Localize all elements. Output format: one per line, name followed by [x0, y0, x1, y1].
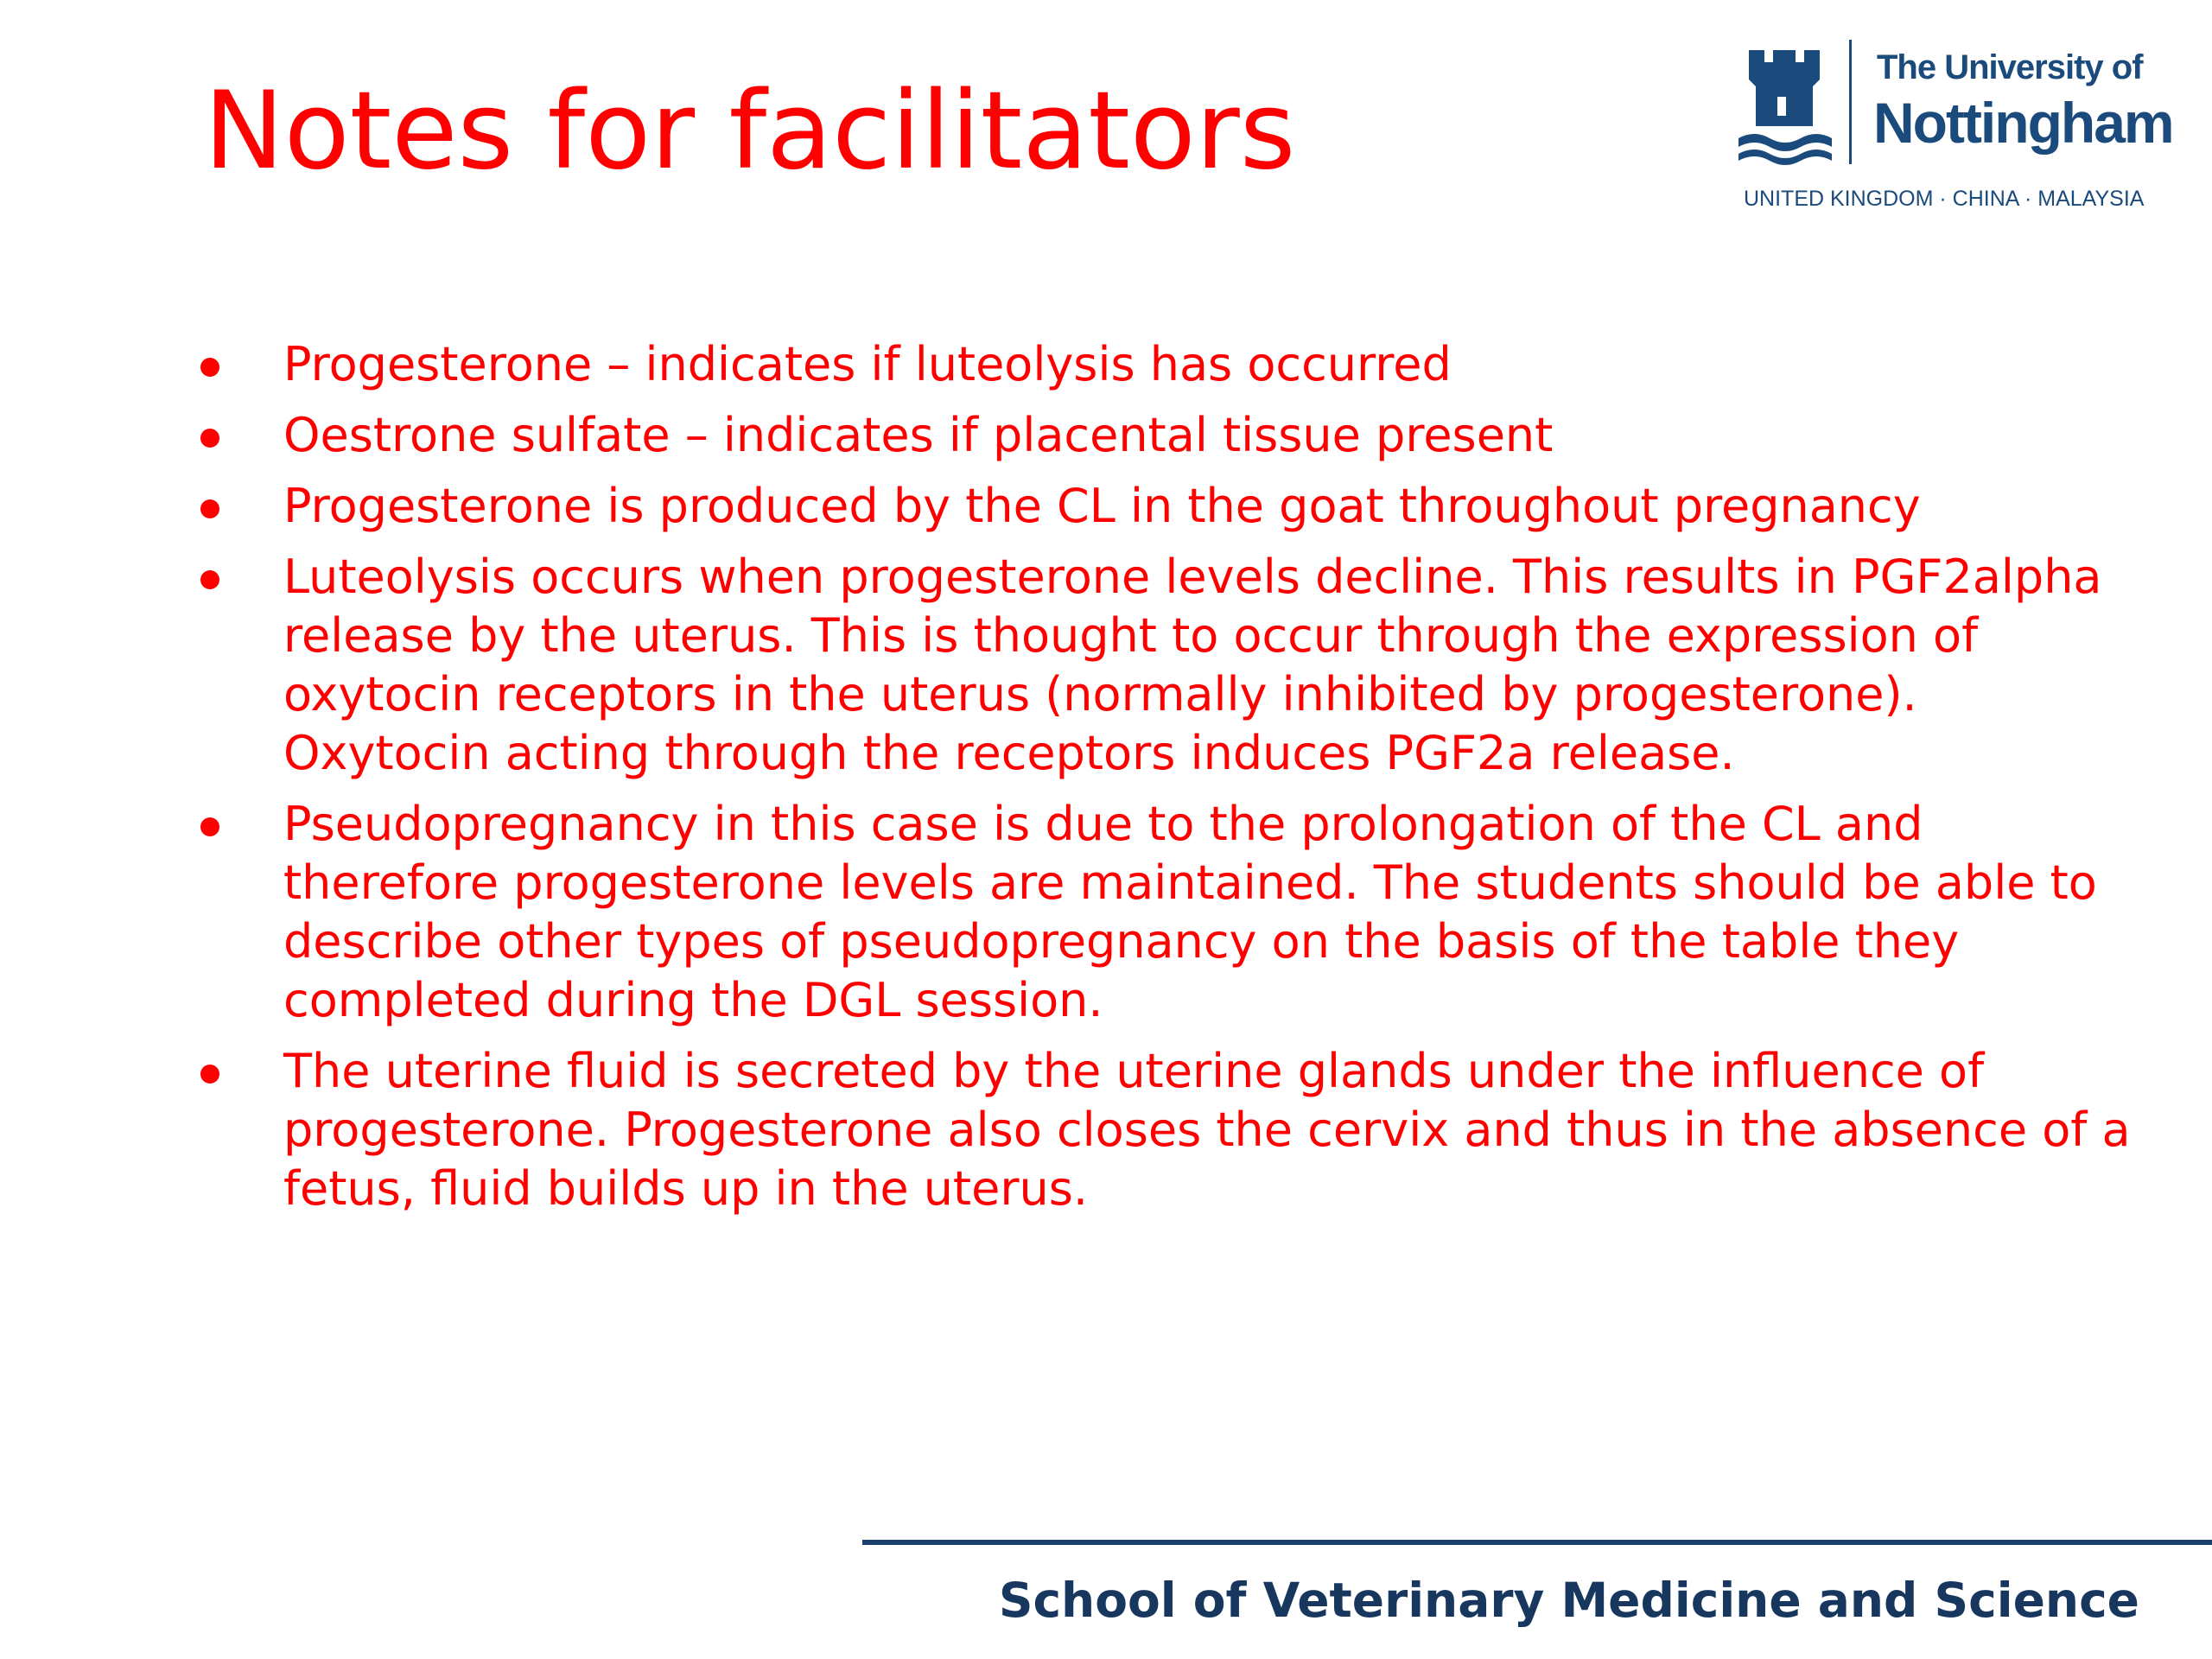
footer-rule [862, 1540, 2212, 1545]
bullet-dot [200, 429, 219, 448]
footer-school-name: School of Veterinary Medicine and Science [998, 1573, 2139, 1628]
bullet-dot [200, 358, 219, 377]
logo-divider [1849, 40, 1852, 164]
university-logo [1737, 35, 2173, 225]
bullet-item [200, 335, 2136, 394]
bullet-item [200, 406, 2136, 465]
bullet-text: The uterine fluid is secreted by the uterine glands under the influence of progesterone. Progesterone also closes the cervix and thus in the absence of a fetus, fluid builds up in the uterus. [283, 1044, 2131, 1216]
bullet-dot [200, 817, 219, 836]
bullet-text: Progesterone – indicates if luteolysis has occurred [283, 337, 1452, 391]
bullet-text: Luteolysis occurs when progesterone levels decline. This results in PGF2alpha release by the uterus. This is thought to occur through the expression of oxytocin receptors in the uterus (normally inhibited by progesterone). Oxytocin acting through the receptors induces PGF2a release. [283, 550, 2102, 780]
bullet-dot [200, 1065, 219, 1084]
bullet-text: Progesterone is produced by the CL in the goat throughout pregnancy [283, 479, 1921, 533]
bullet-text: Pseudopregnancy in this case is due to the prolongation of the CL and therefore progesterone levels are maintained. The students should be able to describe other types of pseudopregnancy on the basis of the table they completed during the DGL session. [283, 797, 2097, 1027]
bullet-item [200, 548, 2136, 783]
bullet-dot [200, 570, 219, 589]
castle-crest-icon [1737, 41, 1832, 171]
bullet-item [200, 477, 2136, 536]
bullet-list [200, 335, 2136, 1230]
bullet-text: Oestrone sulfate – indicates if placental tissue present [283, 408, 1554, 462]
logo-campuses: UNITED KINGDOM · CHINA · MALAYSIA [1744, 187, 2145, 211]
logo-line-1: The University of [1877, 48, 2143, 86]
bullet-dot [200, 499, 219, 518]
slide-title: Notes for facilitators [204, 69, 1296, 194]
bullet-item [200, 795, 2136, 1030]
logo-line-2: Nottingham [1873, 91, 2173, 155]
bullet-item [200, 1042, 2136, 1218]
